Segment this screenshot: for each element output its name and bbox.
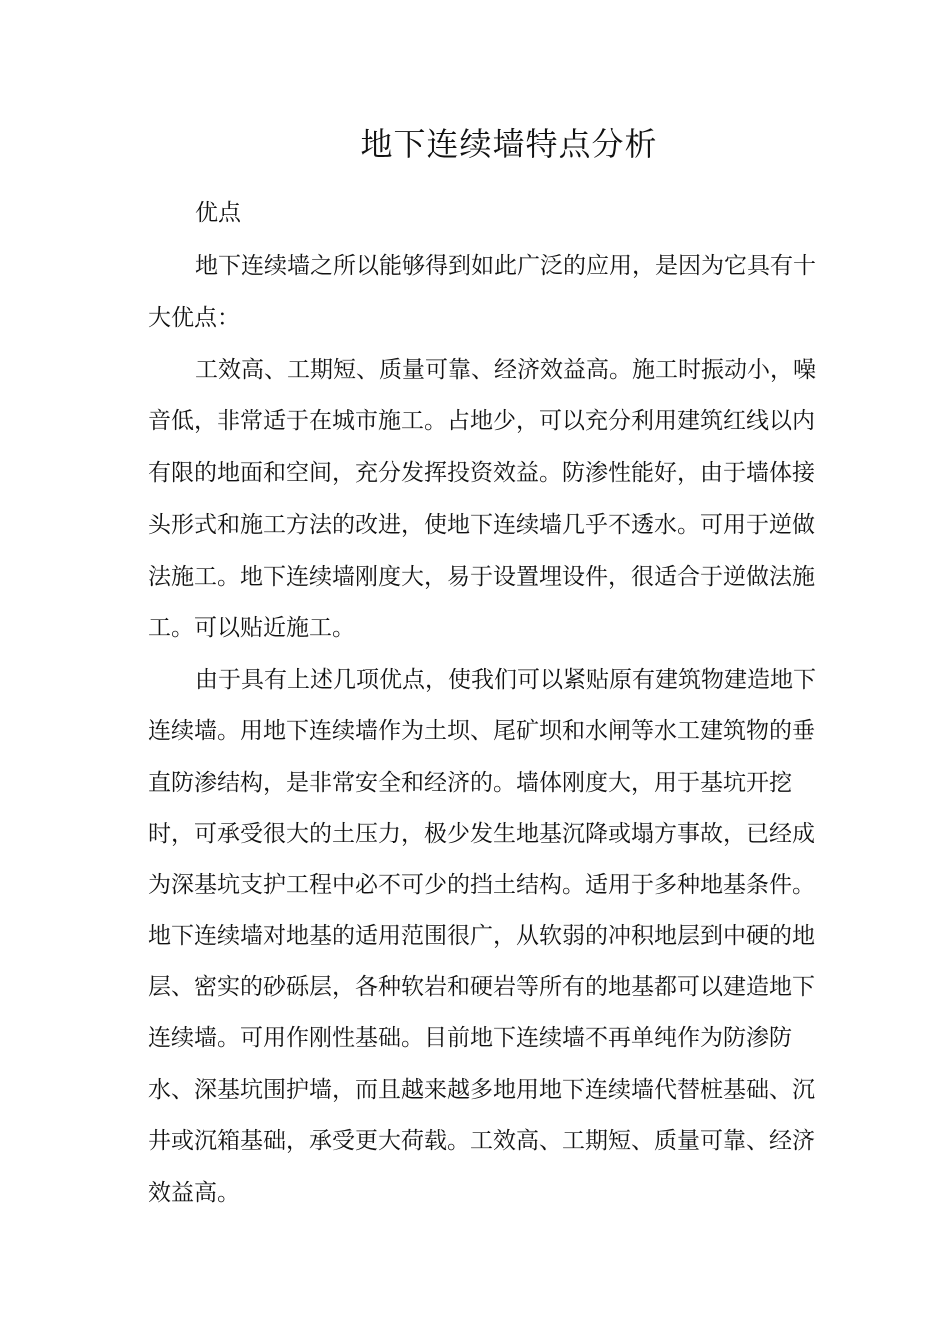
paragraph-line: 法施工。地下连续墙刚度大，易于设置埋设件，很适合于逆做法施 (148, 564, 815, 590)
paragraph-line: 地下连续墙对地基的适用范围很广，从软弱的冲积地层到中硬的地 (148, 923, 815, 949)
paragraph-line: 为深基坑支护工程中必不可少的挡土结构。适用于多种地基条件。 (148, 872, 815, 898)
paragraph-line: 效益高。 (148, 1180, 240, 1206)
paragraph-line: 工。可以贴近施工。 (148, 615, 355, 641)
paragraph-line: 时，可承受很大的土压力，极少发生地基沉降或塌方事故，已经成 (148, 821, 815, 847)
paragraph-line: 由于具有上述几项优点，使我们可以紧贴原有建筑物建造地下 (195, 667, 816, 693)
section-heading: 优点 (195, 200, 241, 226)
paragraph-line: 井或沉箱基础，承受更大荷载。工效高、工期短、质量可靠、经济 (148, 1128, 815, 1154)
paragraph-line: 连续墙。可用作刚性基础。目前地下连续墙不再单纯作为防渗防 (148, 1025, 792, 1051)
paragraph-line: 有限的地面和空间，充分发挥投资效益。防渗性能好，由于墙体接 (148, 460, 815, 486)
paragraph-line: 直防渗结构，是非常安全和经济的。墙体刚度大，用于基坑开挖 (148, 770, 792, 796)
paragraph-line: 头形式和施工方法的改进，使地下连续墙几乎不透水。可用于逆做 (148, 512, 815, 538)
paragraph-line: 大优点： (148, 305, 240, 331)
document-title: 地下连续墙特点分析 (360, 125, 658, 163)
paragraph-line: 层、密实的砂砾层，各种软岩和硬岩等所有的地基都可以建造地下 (148, 974, 815, 1000)
paragraph-line: 地下连续墙之所以能够得到如此广泛的应用，是因为它具有十 (195, 253, 816, 279)
paragraph-line: 水、深基坑围护墙，而且越来越多地用地下连续墙代替桩基础、沉 (148, 1077, 815, 1103)
paragraph-line: 工效高、工期短、质量可靠、经济效益高。施工时振动小，噪 (195, 357, 816, 383)
paragraph-line: 音低，非常适于在城市施工。占地少，可以充分利用建筑红线以内 (148, 408, 815, 434)
paragraph-line: 连续墙。用地下连续墙作为土坝、尾矿坝和水闸等水工建筑物的垂 (148, 718, 815, 744)
